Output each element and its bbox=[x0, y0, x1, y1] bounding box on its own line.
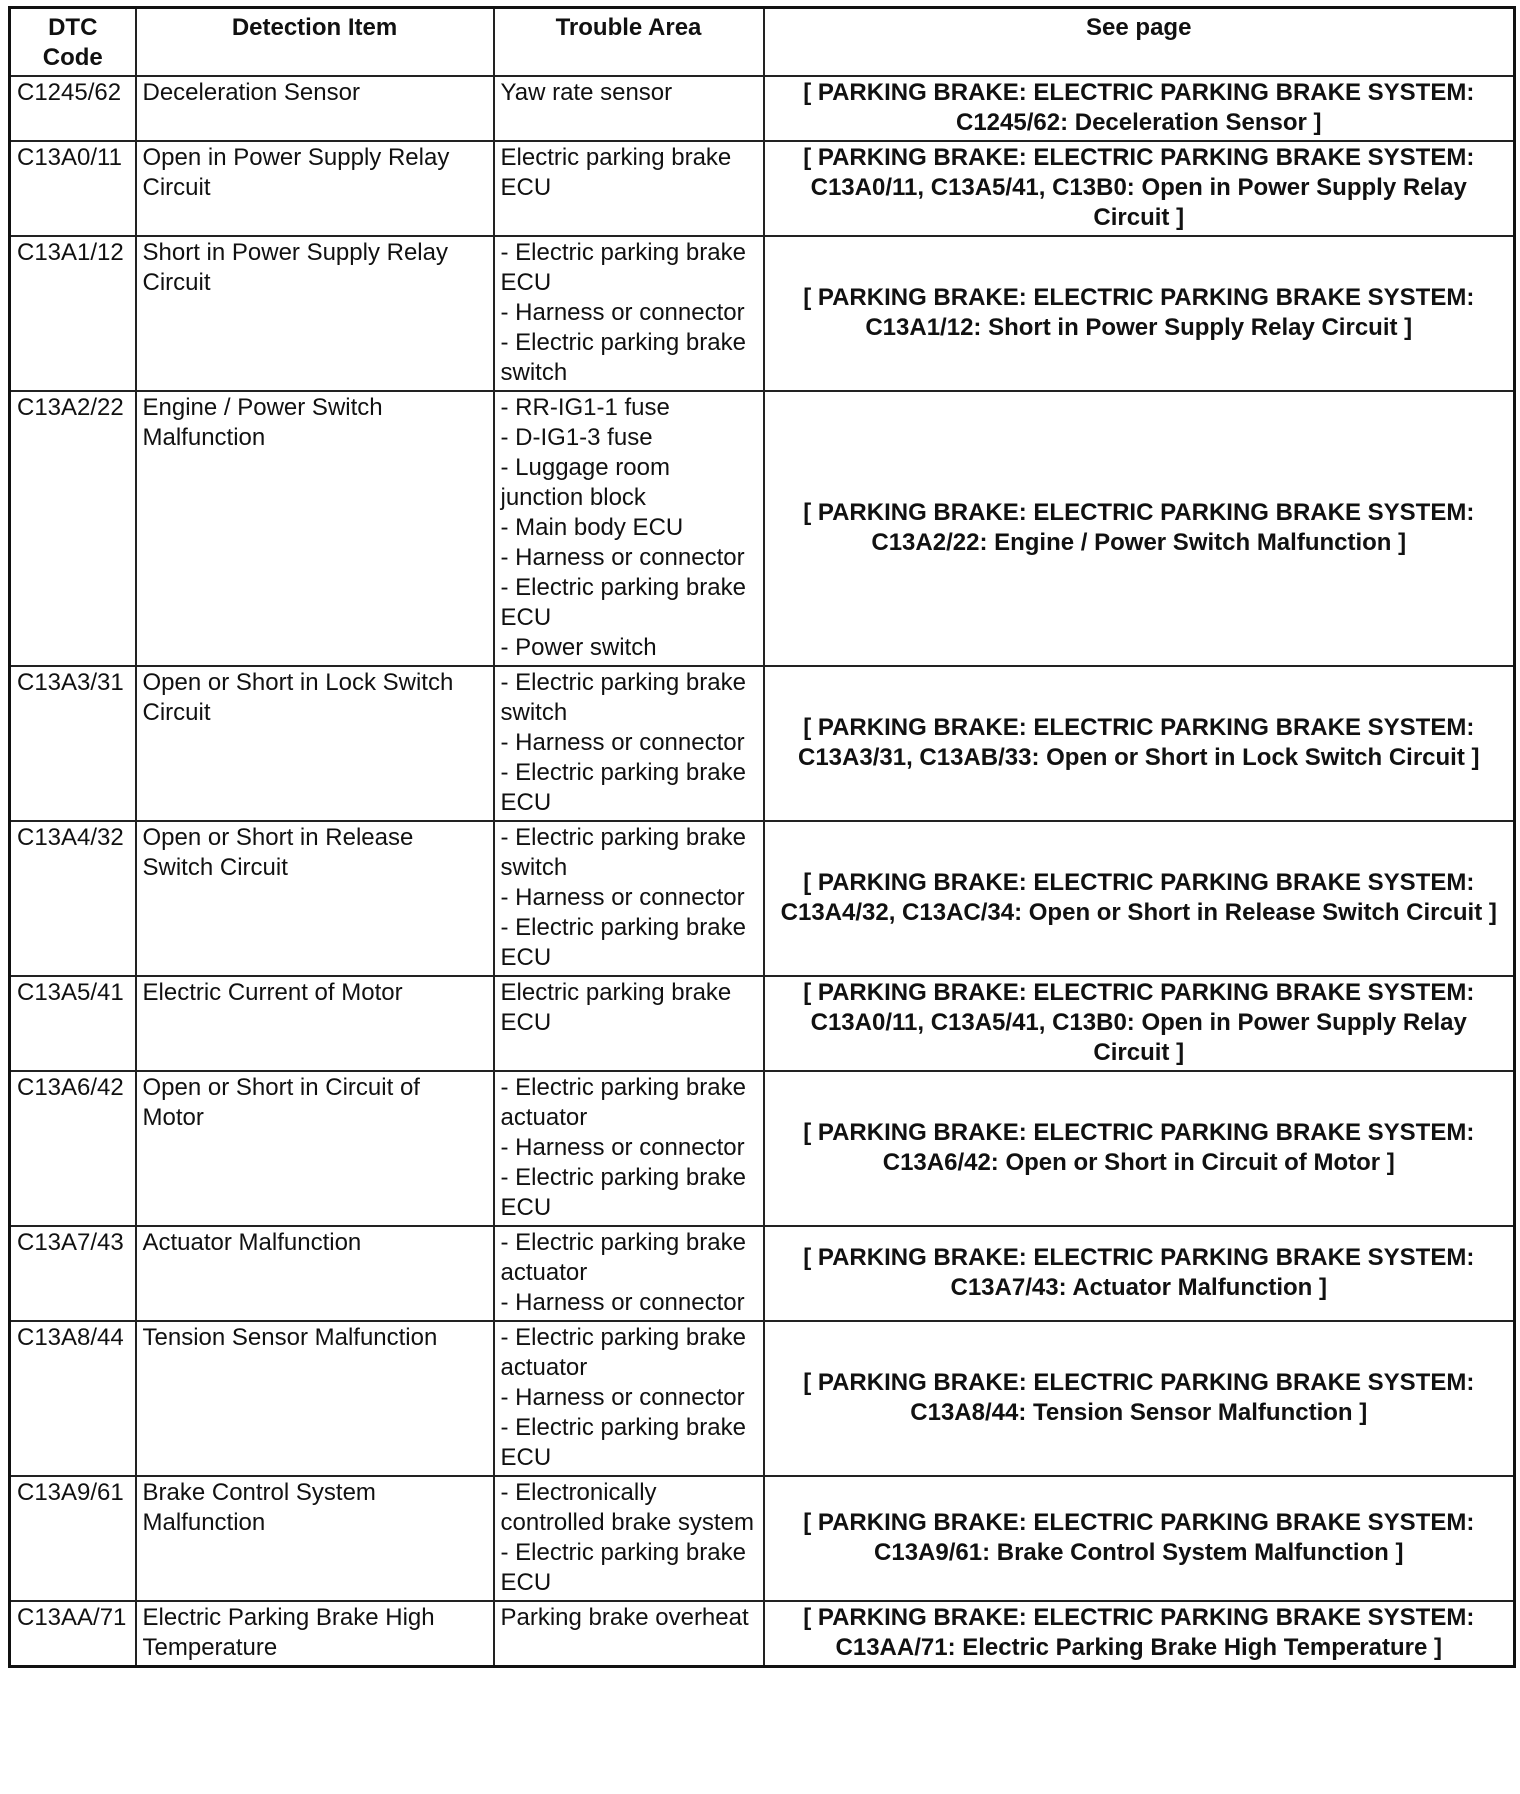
detection-item-cell: Engine / Power Switch Malfunction bbox=[136, 391, 494, 666]
trouble-area-line: - Electric parking brake actuator bbox=[500, 1074, 746, 1131]
header-see-page: See page bbox=[764, 8, 1515, 77]
trouble-area-line: - Electric parking brake actuator bbox=[500, 1229, 746, 1286]
trouble-area-cell bbox=[494, 391, 764, 666]
dtc-code-cell: C1245/62 bbox=[10, 76, 136, 141]
trouble-area-line: - Electric parking brake switch bbox=[500, 824, 746, 881]
trouble-area-line: - Electric parking brake ECU bbox=[500, 914, 746, 971]
trouble-area-cell bbox=[494, 236, 764, 391]
detection-item-cell: Electric Current of Motor bbox=[136, 976, 494, 1071]
see-page-link[interactable]: [ PARKING BRAKE: ELECTRIC PARKING BRAKE SYSTEM: C13AA/71: Electric Parking Brake High Temperature ] bbox=[764, 1601, 1515, 1667]
trouble-area-line: - Harness or connector bbox=[500, 1289, 745, 1316]
dtc-code-cell: C13A4/32 bbox=[10, 821, 136, 976]
trouble-area-line: Parking brake overheat bbox=[500, 1604, 749, 1631]
table-row bbox=[10, 976, 1515, 1071]
trouble-area-line: - Main body ECU bbox=[500, 514, 684, 541]
trouble-area-line: - Electric parking brake actuator bbox=[500, 1324, 746, 1381]
trouble-area-cell bbox=[494, 1476, 764, 1601]
trouble-area-line: - Electric parking brake ECU bbox=[500, 1539, 746, 1596]
dtc-code-cell: C13A1/12 bbox=[10, 236, 136, 391]
see-page-link[interactable]: [ PARKING BRAKE: ELECTRIC PARKING BRAKE SYSTEM: C13A7/43: Actuator Malfunction ] bbox=[764, 1226, 1515, 1321]
dtc-code-cell: C13AA/71 bbox=[10, 1601, 136, 1667]
trouble-area-cell bbox=[494, 141, 764, 236]
table-header-row bbox=[10, 8, 1515, 77]
trouble-area-cell bbox=[494, 1601, 764, 1667]
see-page-link[interactable]: [ PARKING BRAKE: ELECTRIC PARKING BRAKE SYSTEM: C13A9/61: Brake Control System Malfunction ] bbox=[764, 1476, 1515, 1601]
trouble-area-line: - Harness or connector bbox=[500, 729, 745, 756]
table-row bbox=[10, 391, 1515, 666]
trouble-area-line: Electric parking brake ECU bbox=[500, 979, 732, 1036]
detection-item-cell: Electric Parking Brake High Temperature bbox=[136, 1601, 494, 1667]
see-page-link[interactable]: [ PARKING BRAKE: ELECTRIC PARKING BRAKE SYSTEM: C13A0/11, C13A5/41, C13B0: Open in Power Supply Relay Circuit ] bbox=[764, 976, 1515, 1071]
trouble-area-line: - D-IG1-3 fuse bbox=[500, 424, 653, 451]
trouble-area-line: - Harness or connector bbox=[500, 544, 745, 571]
trouble-area-line: - Electronically controlled brake system bbox=[500, 1479, 754, 1536]
table-body bbox=[10, 76, 1515, 1667]
trouble-area-line: Yaw rate sensor bbox=[500, 79, 673, 106]
trouble-area-cell bbox=[494, 821, 764, 976]
trouble-area-cell bbox=[494, 1321, 764, 1476]
table-row bbox=[10, 1601, 1515, 1667]
see-page-link[interactable]: [ PARKING BRAKE: ELECTRIC PARKING BRAKE SYSTEM: C13A8/44: Tension Sensor Malfunction ] bbox=[764, 1321, 1515, 1476]
table-row bbox=[10, 236, 1515, 391]
table-row bbox=[10, 1071, 1515, 1226]
trouble-area-cell bbox=[494, 666, 764, 821]
trouble-area-line: - Harness or connector bbox=[500, 1384, 745, 1411]
detection-item-cell: Deceleration Sensor bbox=[136, 76, 494, 141]
table-row bbox=[10, 1476, 1515, 1601]
trouble-area-cell bbox=[494, 976, 764, 1071]
table-row bbox=[10, 821, 1515, 976]
table-row bbox=[10, 76, 1515, 141]
dtc-code-cell: C13A9/61 bbox=[10, 1476, 136, 1601]
header-dtc-code: DTC Code bbox=[10, 8, 136, 77]
detection-item-cell: Open or Short in Release Switch Circuit bbox=[136, 821, 494, 976]
see-page-link[interactable]: [ PARKING BRAKE: ELECTRIC PARKING BRAKE SYSTEM: C13A3/31, C13AB/33: Open or Short in Lock Switch Circuit ] bbox=[764, 666, 1515, 821]
trouble-area-line: - Electric parking brake ECU bbox=[500, 759, 746, 816]
table-row bbox=[10, 666, 1515, 821]
table-row bbox=[10, 1226, 1515, 1321]
see-page-link[interactable]: [ PARKING BRAKE: ELECTRIC PARKING BRAKE SYSTEM: C13A2/22: Engine / Power Switch Malfunction ] bbox=[764, 391, 1515, 666]
trouble-area-line: - Luggage room junction block bbox=[500, 454, 670, 511]
dtc-table bbox=[8, 6, 1516, 1668]
see-page-link[interactable]: [ PARKING BRAKE: ELECTRIC PARKING BRAKE SYSTEM: C13A4/32, C13AC/34: Open or Short in Release Switch Circuit ] bbox=[764, 821, 1515, 976]
see-page-link[interactable]: [ PARKING BRAKE: ELECTRIC PARKING BRAKE SYSTEM: C13A6/42: Open or Short in Circuit of Motor ] bbox=[764, 1071, 1515, 1226]
trouble-area-line: - Harness or connector bbox=[500, 299, 745, 326]
document-page bbox=[8, 6, 1513, 1668]
trouble-area-line: Electric parking brake ECU bbox=[500, 144, 732, 201]
trouble-area-line: - Electric parking brake ECU bbox=[500, 1164, 746, 1221]
trouble-area-line: - Electric parking brake ECU bbox=[500, 574, 746, 631]
detection-item-cell: Open or Short in Circuit of Motor bbox=[136, 1071, 494, 1226]
detection-item-cell: Short in Power Supply Relay Circuit bbox=[136, 236, 494, 391]
trouble-area-line: - Electric parking brake switch bbox=[500, 329, 746, 386]
header-trouble-area: Trouble Area bbox=[494, 8, 764, 77]
trouble-area-cell bbox=[494, 76, 764, 141]
detection-item-cell: Open in Power Supply Relay Circuit bbox=[136, 141, 494, 236]
see-page-link[interactable]: [ PARKING BRAKE: ELECTRIC PARKING BRAKE SYSTEM: C13A0/11, C13A5/41, C13B0: Open in Power Supply Relay Circuit ] bbox=[764, 141, 1515, 236]
dtc-code-cell: C13A3/31 bbox=[10, 666, 136, 821]
see-page-link[interactable]: [ PARKING BRAKE: ELECTRIC PARKING BRAKE SYSTEM: C13A1/12: Short in Power Supply Relay Circuit ] bbox=[764, 236, 1515, 391]
detection-item-cell: Open or Short in Lock Switch Circuit bbox=[136, 666, 494, 821]
trouble-area-cell bbox=[494, 1226, 764, 1321]
detection-item-cell: Brake Control System Malfunction bbox=[136, 1476, 494, 1601]
trouble-area-cell bbox=[494, 1071, 764, 1226]
trouble-area-line: - RR-IG1-1 fuse bbox=[500, 394, 670, 421]
dtc-code-cell: C13A2/22 bbox=[10, 391, 136, 666]
dtc-code-cell: C13A0/11 bbox=[10, 141, 136, 236]
detection-item-cell: Tension Sensor Malfunction bbox=[136, 1321, 494, 1476]
trouble-area-line: - Power switch bbox=[500, 634, 657, 661]
see-page-link[interactable]: [ PARKING BRAKE: ELECTRIC PARKING BRAKE SYSTEM: C1245/62: Deceleration Sensor ] bbox=[764, 76, 1515, 141]
dtc-code-cell: C13A8/44 bbox=[10, 1321, 136, 1476]
dtc-code-cell: C13A5/41 bbox=[10, 976, 136, 1071]
trouble-area-line: - Harness or connector bbox=[500, 1134, 745, 1161]
trouble-area-line: - Harness or connector bbox=[500, 884, 745, 911]
table-row bbox=[10, 1321, 1515, 1476]
trouble-area-line: - Electric parking brake switch bbox=[500, 669, 746, 726]
detection-item-cell: Actuator Malfunction bbox=[136, 1226, 494, 1321]
trouble-area-line: - Electric parking brake ECU bbox=[500, 1414, 746, 1471]
header-detection-item: Detection Item bbox=[136, 8, 494, 77]
table-row bbox=[10, 141, 1515, 236]
trouble-area-line: - Electric parking brake ECU bbox=[500, 239, 746, 296]
dtc-code-cell: C13A6/42 bbox=[10, 1071, 136, 1226]
dtc-code-cell: C13A7/43 bbox=[10, 1226, 136, 1321]
